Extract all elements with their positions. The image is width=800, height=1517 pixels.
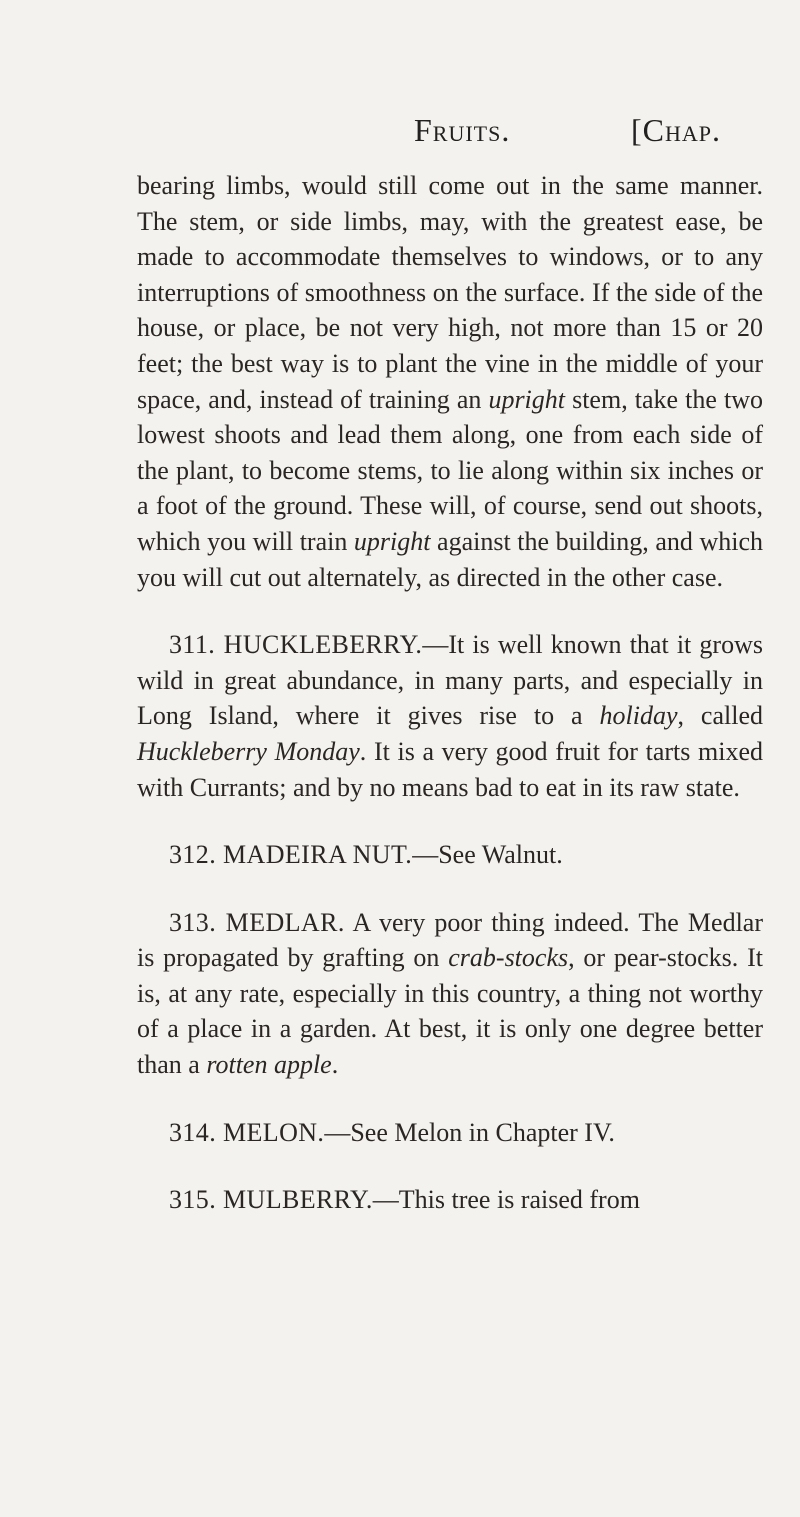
italic-term: holiday: [599, 701, 678, 731]
text-segment: —This tree is raised from: [372, 1185, 640, 1215]
text-segment: .: [331, 1050, 339, 1080]
page-header: [0, 112, 800, 152]
entry-medlar: [137, 905, 763, 1083]
page-body: [137, 168, 763, 1218]
italic-term: rotten apple: [206, 1050, 332, 1080]
chapter-mark: [Chap.: [631, 112, 722, 148]
italic-term: upright: [353, 526, 431, 556]
italic-term: Huckleberry Monday: [137, 736, 360, 766]
entry-heading: 313. MEDLAR.: [169, 907, 345, 937]
text-segment: —It is well known that it grows wild in great abundance, in many parts, and especially in Long Island, where it gives rise to a: [137, 630, 763, 731]
italic-term: crab-stocks: [448, 943, 569, 973]
entry-heading: 312. MADEIRA NUT.: [169, 840, 413, 870]
entry-huckleberry: [137, 627, 763, 805]
text-segment: stem, take the two lowest shoots and lead them along, one from each side of the plant, to become stems, to lie along within six inches or a foot of the ground. These will, of course, send out shoots, which you will train: [137, 384, 763, 556]
entry-mulberry: [137, 1182, 763, 1218]
text-segment: . It is a very good fruit for tarts mixed with Currants; and by no means bad to eat in its raw state.: [137, 736, 763, 802]
entry-heading: 315. MULBERRY.: [169, 1185, 373, 1215]
running-title: Fruits.: [414, 112, 511, 148]
paragraph-vine-training: [137, 168, 763, 595]
entry-madeira-nut: [137, 837, 763, 873]
text-segment: against the building, and which you will cut out alternately, as directed in the other case.: [137, 526, 763, 592]
text-segment: —See Walnut.: [412, 840, 563, 870]
text-segment: bearing limbs, would still come out in the same manner. The stem, or side limbs, may, with the greatest ease, be made to accommodate themselves to windows, or to any interruptions of smoothness on the surface. If the side of the house, or place, be not very high, not more than 15 or 20 feet; the best way is to plant the vine in the middle of your space, and, instead of training an: [137, 171, 763, 414]
entry-heading: 314. MELON.: [169, 1117, 325, 1147]
italic-term: upright: [488, 384, 566, 414]
entry-heading: 311. HUCKLEBERRY.: [169, 630, 423, 660]
text-segment: , or pear-stocks. It is, at any rate, especially in this country, a thing not worthy of a place in a garden. At best, it is only one degree better than a: [137, 943, 763, 1080]
text-segment: —See Melon in Chapter IV.: [324, 1117, 615, 1147]
text-segment: , called: [677, 701, 763, 731]
entry-melon: [137, 1115, 763, 1151]
text-segment: A very poor thing indeed. The Medlar is propagated by grafting on: [137, 907, 763, 973]
